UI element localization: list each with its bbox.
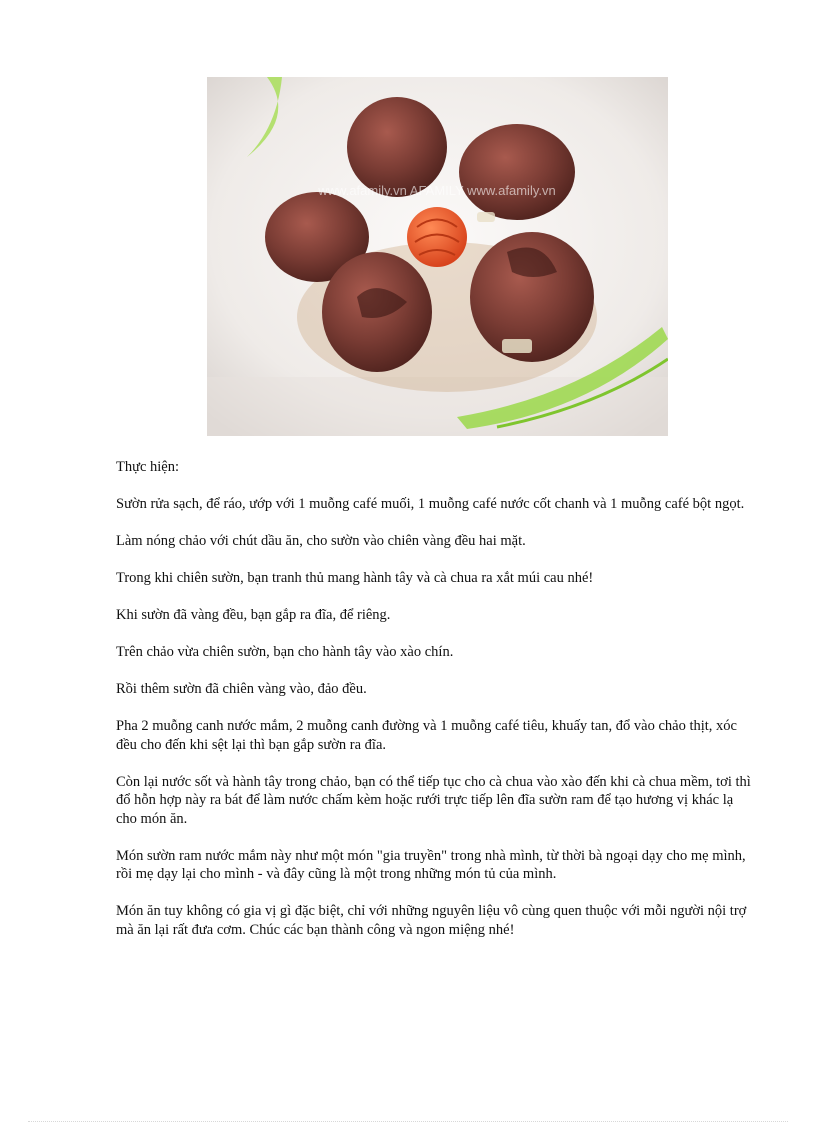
watermark-text: www.afamily.vn AFAMILY www.afamily.vn xyxy=(318,183,556,198)
step-paragraph-3: Trong khi chiên sườn, bạn tranh thủ mang hành tây và cà chua ra xắt múi cau nhé! xyxy=(116,570,594,586)
recipe-instructions xyxy=(116,458,756,958)
step-paragraph-7: Pha 2 muỗng canh nước mắm, 2 muỗng canh đường và 1 muỗng café tiêu, khuấy tan, đổ vào chảo thịt, xóc đều cho đến khi sệt lại thì bạn gắp sườn ra đĩa. xyxy=(116,718,737,753)
step-paragraph-2: Làm nóng chảo với chút dầu ăn, cho sườn vào chiên vàng đều hai mặt. xyxy=(116,533,526,549)
dish-photo xyxy=(207,77,668,436)
dish-illustration xyxy=(207,77,668,436)
step-paragraph-5: Trên chảo vừa chiên sườn, bạn cho hành tây vào xào chín. xyxy=(116,644,454,660)
step-paragraph-8: Còn lại nước sốt và hành tây trong chảo, bạn có thể tiếp tục cho cà chua vào xào đến khi cà chua mềm, tơi thì đổ hỗn hợp này ra bát để làm nước chấm kèm hoặc rưới trực tiếp lên đĩa sườn ram để tạo hương vị khác lạ cho món ăn. xyxy=(116,773,751,827)
step-paragraph-1: Sườn rửa sạch, để ráo, ướp với 1 muỗng café muối, 1 muỗng café nước cốt chanh và 1 muỗng café bột ngọt. xyxy=(116,496,745,512)
step-paragraph-6: Rồi thêm sườn đã chiên vàng vào, đảo đều. xyxy=(116,681,367,697)
closing-paragraph-2: Món ăn tuy không có gia vị gì đặc biệt, chỉ với những nguyên liệu vô cùng quen thuộc với mỗi người nội trợ mà ăn lại rất đưa cơm. Chúc các bạn thành công và ngon miệng nhé! xyxy=(116,903,747,938)
closing-paragraph-1: Món sườn ram nước mắm này như một món "gia truyền" trong nhà mình, từ thời bà ngoại dạy cho mẹ mình, rồi mẹ dạy lại cho mình - và đây cũng là một trong những món tủ của mình. xyxy=(116,847,746,882)
instructions-heading: Thực hiện: xyxy=(116,459,180,475)
step-paragraph-4: Khi sườn đã vàng đều, bạn gắp ra đĩa, để riêng. xyxy=(116,607,391,623)
page-bottom-divider xyxy=(28,1121,788,1122)
tomato-garnish xyxy=(407,207,467,267)
